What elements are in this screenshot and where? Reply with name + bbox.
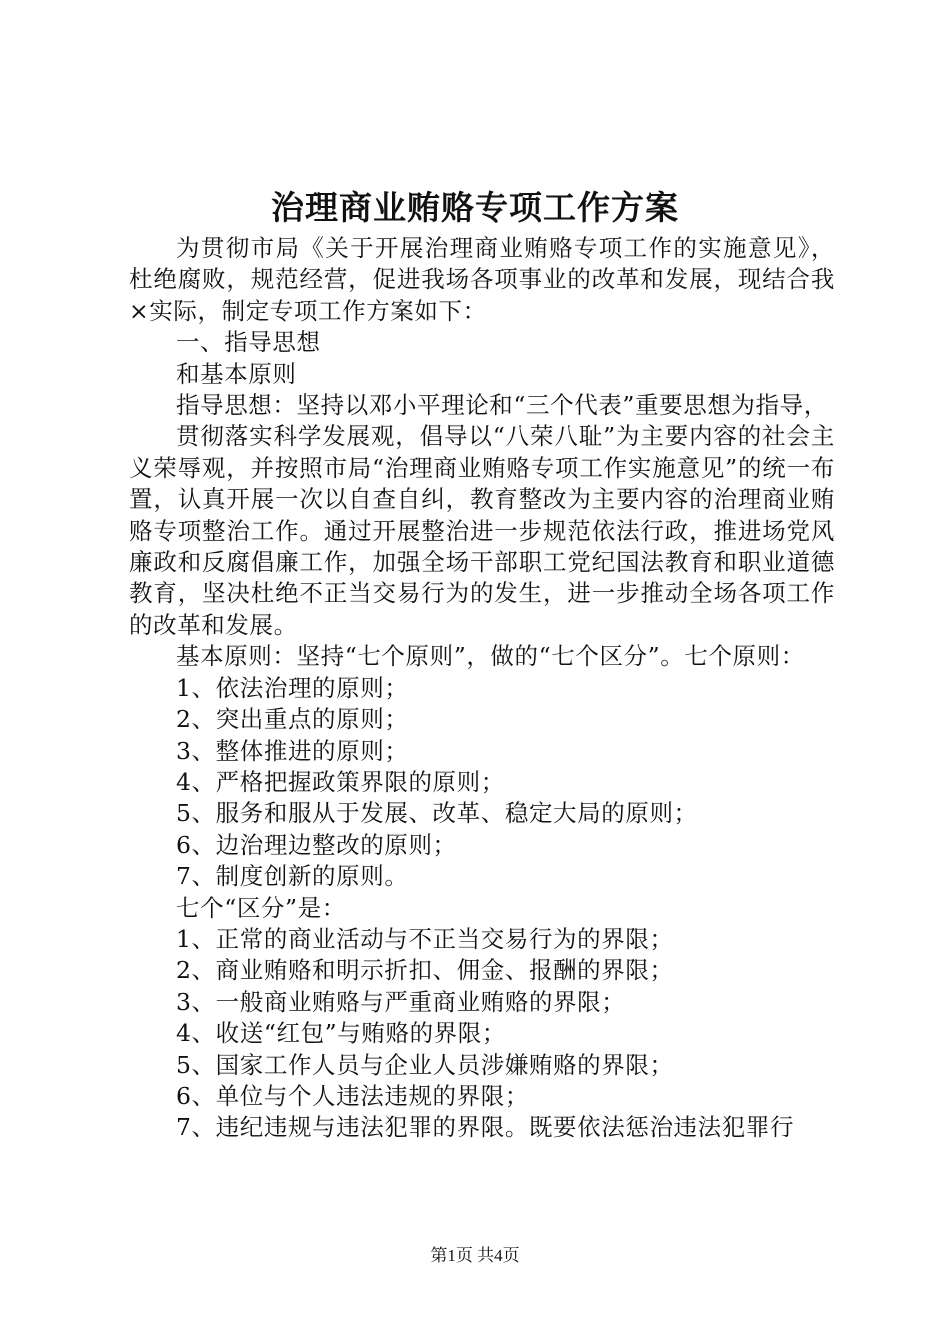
page-footer: 第1页 共4页 bbox=[430, 1246, 520, 1265]
paragraph-guiding-thought: 指导思想：坚持以邓小平理论和“三个代表”重要思想为指导， bbox=[176, 391, 828, 420]
list-item-principle-4: 4、严格把握政策界限的原则； bbox=[176, 767, 505, 796]
list-item-distinction-7: 7、违纪违规与违法犯罪的界限。既要依法惩治违法犯罪行 bbox=[176, 1113, 795, 1142]
section-heading-continued: 和基本原则 bbox=[176, 359, 297, 388]
list-item-distinction-6: 6、单位与个人违法违规的界限； bbox=[176, 1081, 529, 1110]
list-item-principle-5: 5、服务和服从于发展、改革、稳定大局的原则； bbox=[176, 799, 698, 828]
distinctions-heading: 七个“区分”是： bbox=[176, 893, 346, 922]
paragraph-intro: 为贯彻市局《关于开展治理商业贿赂专项工作的实施意见》，杜绝腐败，规范经营，促进我场各项事业的改革和发展，现结合我×实际，制定专项工作方案如下： bbox=[129, 234, 835, 325]
list-item-principle-3: 3、整体推进的原则； bbox=[176, 736, 409, 765]
document-body bbox=[129, 233, 835, 1144]
paragraph-basic-principles: 基本原则：坚持“七个原则”，做的“七个区分”。七个原则： bbox=[176, 642, 805, 671]
list-item-distinction-5: 5、国家工作人员与企业人员涉嫌贿赂的界限； bbox=[176, 1050, 674, 1079]
list-item-principle-7: 7、制度创新的原则。 bbox=[176, 862, 409, 891]
list-item-principle-1: 1、依法治理的原则； bbox=[176, 673, 409, 702]
section-heading: 一、指导思想 bbox=[176, 328, 321, 357]
paragraph-implementation: 贯彻落实科学发展观，倡导以“八荣八耻”为主要内容的社会主义荣辱观，并按照市局“治理商业贿赂专项工作实施意见”的统一布置，认真开展一次以自查自纠，教育整改为主要内容的治理商业贿赂专项整治工作。通过开展整治进一步规范依法行政，推进场党风廉政和反腐倡廉工作，加强全场干部职工党纪国法教育和职业道德教育，坚决杜绝不正当交易行为的发生，进一步推动全场各项工作的改革和发展。 bbox=[129, 422, 835, 639]
list-item-distinction-4: 4、收送“红包”与贿赂的界限； bbox=[176, 1019, 506, 1048]
list-item-distinction-3: 3、一般商业贿赂与严重商业贿赂的界限； bbox=[176, 987, 626, 1016]
document-title: 治理商业贿赂专项工作方案 bbox=[271, 188, 679, 227]
list-item-distinction-2: 2、商业贿赂和明示折扣、佣金、报酬的界限； bbox=[176, 956, 674, 985]
list-item-principle-2: 2、突出重点的原则； bbox=[176, 705, 409, 734]
list-item-principle-6: 6、边治理边整改的原则； bbox=[176, 830, 457, 859]
list-item-distinction-1: 1、正常的商业活动与不正当交易行为的界限； bbox=[176, 924, 674, 953]
